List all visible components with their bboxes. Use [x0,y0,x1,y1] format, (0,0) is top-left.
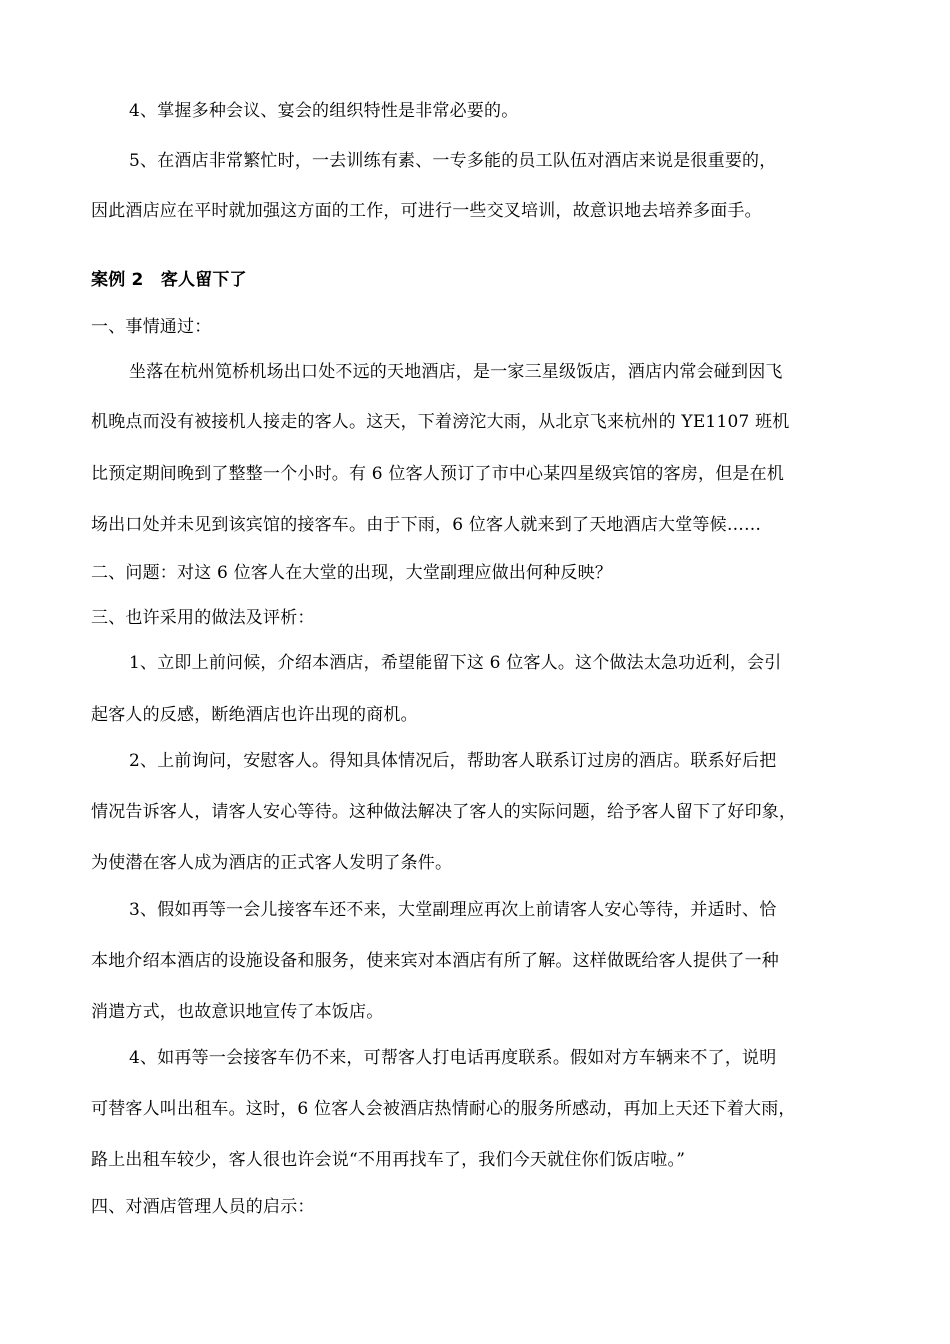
section-heading: 一、事情通过： [91,317,212,337]
paragraph-line: 路上出租车较少，客人很也许会说“不用再找车了，我们今天就住你们饭店啦。” [91,1150,686,1170]
paragraph-line: 情况告诉客人，请客人安心等待。这种做法解决了客人的实际问题，给予客人留下了好印象， [91,802,797,822]
case-heading: 案例 2 客人留下了 [91,270,247,290]
paragraph-line: 3、假如再等一会儿接客车还不来，大堂副理应再次上前请客人安心等待，并适时、恰 [129,900,777,920]
paragraph-line: 机晚点而没有被接机人接走的客人。这天，下着滂沱大雨，从北京飞来杭州的 YE1107 班机 [91,412,790,432]
paragraph-line: 消遣方式，也故意识地宣传了本饭店。 [91,1002,384,1022]
paragraph-line: 5、在酒店非常繁忙时，一去训练有素、一专多能的员工队伍对酒店来说是很重要的， [129,151,777,171]
paragraph-line: 为使潜在客人成为酒店的正式客人发明了条件。 [91,853,453,873]
paragraph-line: 因此酒店应在平时就加强这方面的工作，可进行一些交叉培训，故意识地去培养多面手。 [91,201,762,221]
section-heading: 二、问题：对这 6 位客人在大堂的出现，大堂副理应做出何种反映？ [91,563,613,583]
paragraph-line: 2、上前询问，安慰客人。得知具体情况后，帮助客人联系订过房的酒店。联系好后把 [129,751,777,771]
section-heading: 四、对酒店管理人员的启示： [91,1197,315,1217]
paragraph-line: 1、立即上前问候，介绍本酒店，希望能留下这 6 位客人。这个做法太急功近利，会引 [129,653,782,673]
paragraph-line: 坐落在杭州笕桥机场出口处不远的天地酒店，是一家三星级饭店，酒店内常会碰到因飞 [129,362,783,382]
paragraph-line: 可替客人叫出租车。这时，6 位客人会被酒店热情耐心的服务所感动，再加上天还下着大雨， [91,1099,796,1119]
paragraph-line: 4、如再等一会接客车仍不来，可帮客人打电话再度联系。假如对方车辆来不了，说明 [129,1048,777,1068]
paragraph-line: 场出口处并未见到该宾馆的接客车。由于下雨，6 位客人就来到了天地酒店大堂等候…… [91,515,762,535]
paragraph-line: 比预定期间晚到了整整一个小时。有 6 位客人预订了市中心某四星级宾馆的客房，但是在机 [91,464,785,484]
section-heading: 三、也许采用的做法及评析： [91,608,315,628]
paragraph-line: 4、掌握多种会议、宴会的组织特性是非常必要的。 [129,101,519,121]
paragraph-line: 起客人的反感，断绝酒店也许出现的商机。 [91,705,418,725]
paragraph-line: 本地介绍本酒店的设施设备和服务，使来宾对本酒店有所了解。这样做既给客人提供了一种 [91,951,779,971]
